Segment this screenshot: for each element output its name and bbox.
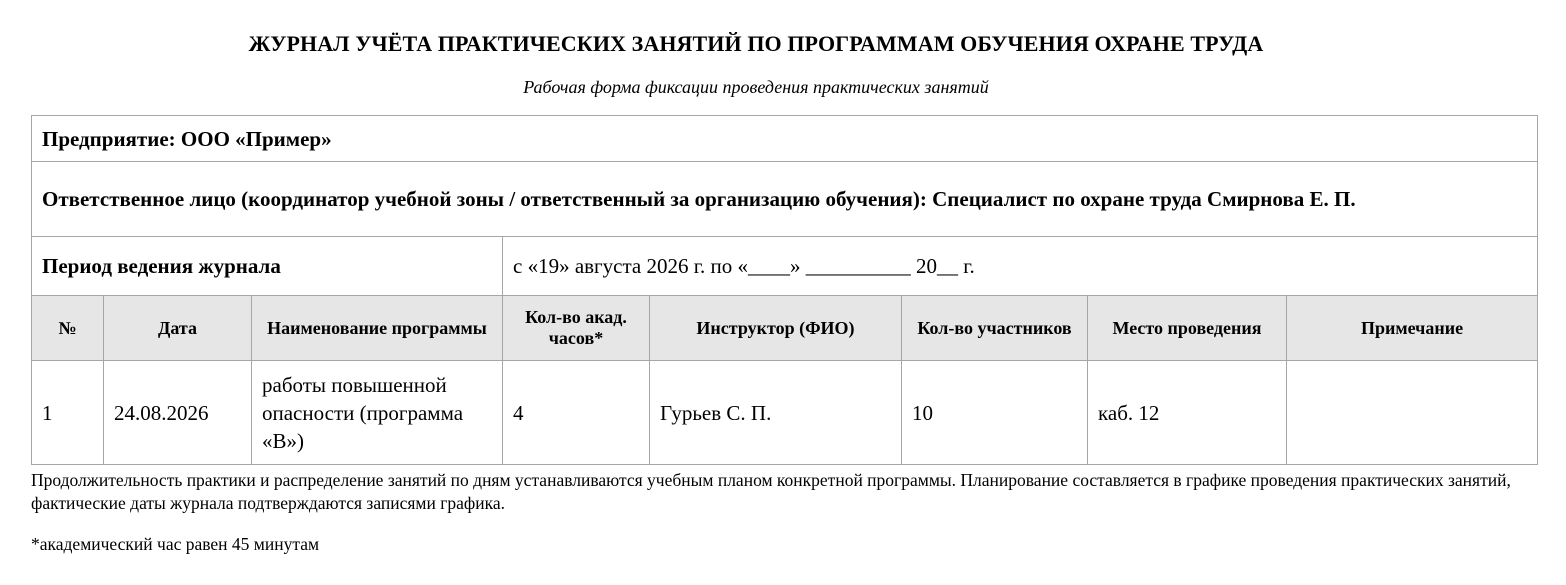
cell-hours: 4 [503, 361, 650, 465]
document-title: ЖУРНАЛ УЧЁТА ПРАКТИЧЕСКИХ ЗАНЯТИЙ ПО ПРОГРАММАМ ОБУЧЕНИЯ ОХРАНЕ ТРУДА [248, 31, 1264, 56]
period-value: с «19» августа 2026 г. по «____» __________ 20__ г. [503, 237, 1538, 296]
cell-program: работы повышенной опасности (программа «В») [252, 361, 503, 465]
journal-table [31, 115, 1538, 465]
responsible-cell: Ответственное лицо (координатор учебной зоны / ответственный за организацию обучения): Специалист по охране труда Смирнова Е. П. [32, 162, 1538, 237]
cell-note [1287, 361, 1538, 465]
header-hours: Кол-во акад. часов* [503, 296, 650, 361]
organization-row [32, 116, 1538, 162]
header-note: Примечание [1287, 296, 1538, 361]
table-row [32, 361, 1538, 465]
header-place: Место проведения [1088, 296, 1287, 361]
header-instructor: Инструктор (ФИО) [650, 296, 902, 361]
period-row [32, 237, 1538, 296]
header-date: Дата [104, 296, 252, 361]
cell-date: 24.08.2026 [104, 361, 252, 465]
header-participants: Кол-во участников [902, 296, 1088, 361]
notes-text: Продолжительность практики и распределение занятий по дням устанавливаются учебным планом конкретной программы. Планирование составляется в графике проведения практических занятий, фактические даты журнала подтверждаются записями графика. [31, 470, 1511, 513]
document-subtitle: Рабочая форма фиксации проведения практических занятий [523, 77, 989, 97]
cell-participants: 10 [902, 361, 1088, 465]
footnote-text: *академический час равен 45 минутам [31, 534, 320, 554]
header-program: Наименование программы [252, 296, 503, 361]
header-number: № [32, 296, 104, 361]
table-header-row [32, 296, 1538, 361]
cell-instructor: Гурьев С. П. [650, 361, 902, 465]
cell-number: 1 [32, 361, 104, 465]
organization-cell: Предприятие: ООО «Пример» [32, 116, 1538, 162]
period-label: Период ведения журнала [32, 237, 503, 296]
cell-place: каб. 12 [1088, 361, 1287, 465]
responsible-row [32, 162, 1538, 237]
